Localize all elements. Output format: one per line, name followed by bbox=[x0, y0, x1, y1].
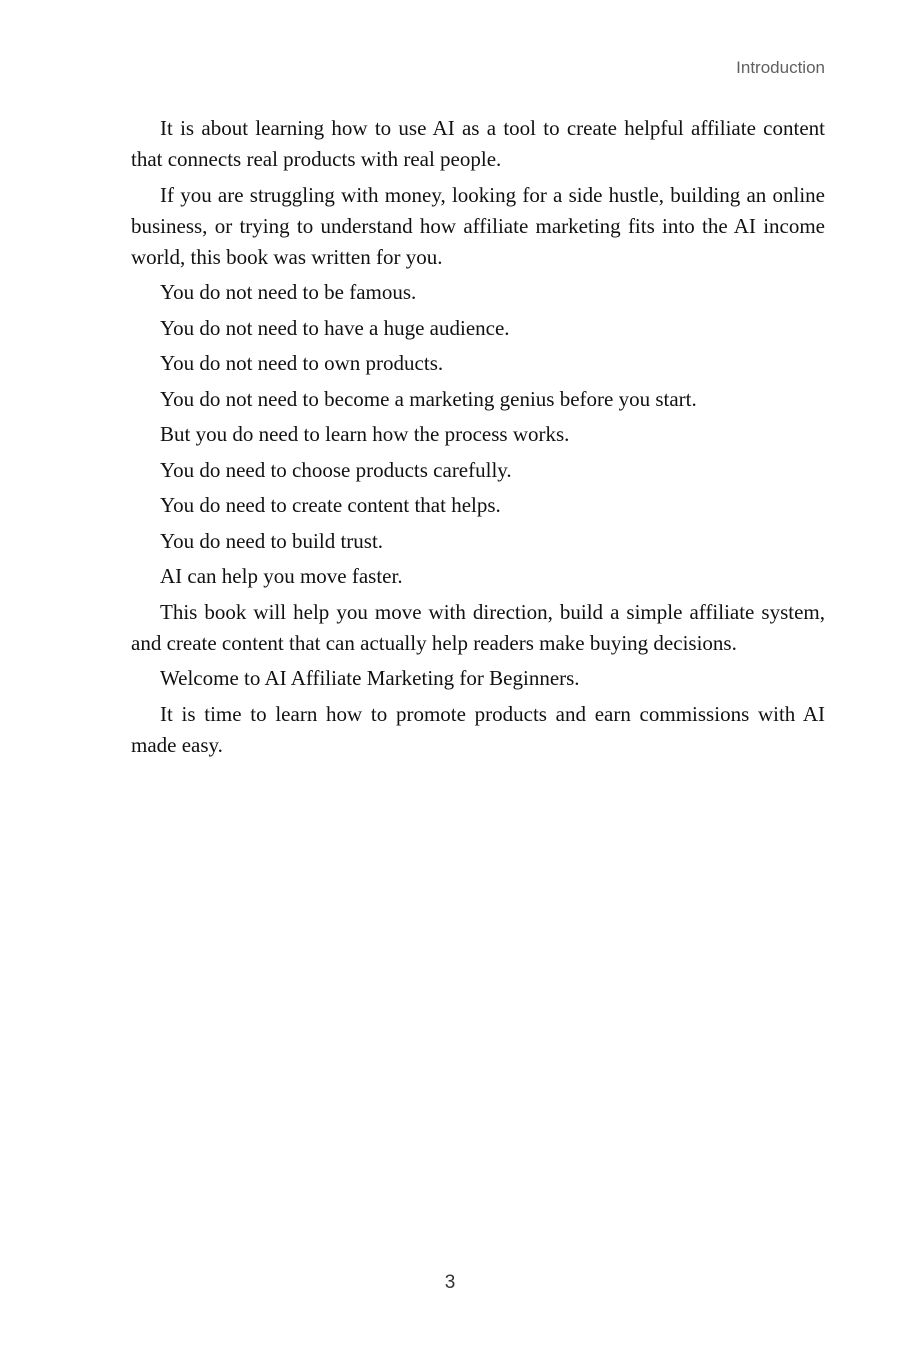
paragraph: You do not need to have a huge audience. bbox=[160, 315, 510, 340]
running-header-title: Introduction bbox=[736, 58, 825, 77]
paragraph: AI can help you move faster. bbox=[160, 564, 403, 588]
paragraph: It is time to learn how to promote products and earn commissions with AI made easy. bbox=[131, 701, 825, 757]
paragraph: Welcome to AI Affiliate Marketing for Beginners. bbox=[160, 666, 580, 690]
paragraph: You do not need to be famous. bbox=[160, 280, 417, 304]
paragraph: If you are struggling with money, looking for a side hustle, building an online business, or trying to understand how affiliate marketing fits into the AI income world, this book was written for you. bbox=[131, 182, 825, 269]
paragraph: You do not need to become a marketing genius before you start. bbox=[160, 386, 697, 411]
paragraph: You do not need to own products. bbox=[160, 351, 444, 375]
paragraph: This book will help you move with direction, build a simple affiliate system, and create content that can actually help readers make buying decisions. bbox=[131, 599, 825, 655]
paragraph: But you do need to learn how the process works. bbox=[160, 422, 570, 446]
paragraph: You do need to build trust. bbox=[160, 528, 384, 553]
page-number: 3 bbox=[444, 1272, 456, 1293]
paragraph: You do need to choose products carefully. bbox=[160, 457, 512, 482]
paragraph: It is about learning how to use AI as a tool to create helpful affiliate content that connects real products with real people. bbox=[131, 116, 825, 171]
paragraph: You do need to create content that helps. bbox=[160, 493, 501, 517]
page-body bbox=[131, 113, 825, 765]
